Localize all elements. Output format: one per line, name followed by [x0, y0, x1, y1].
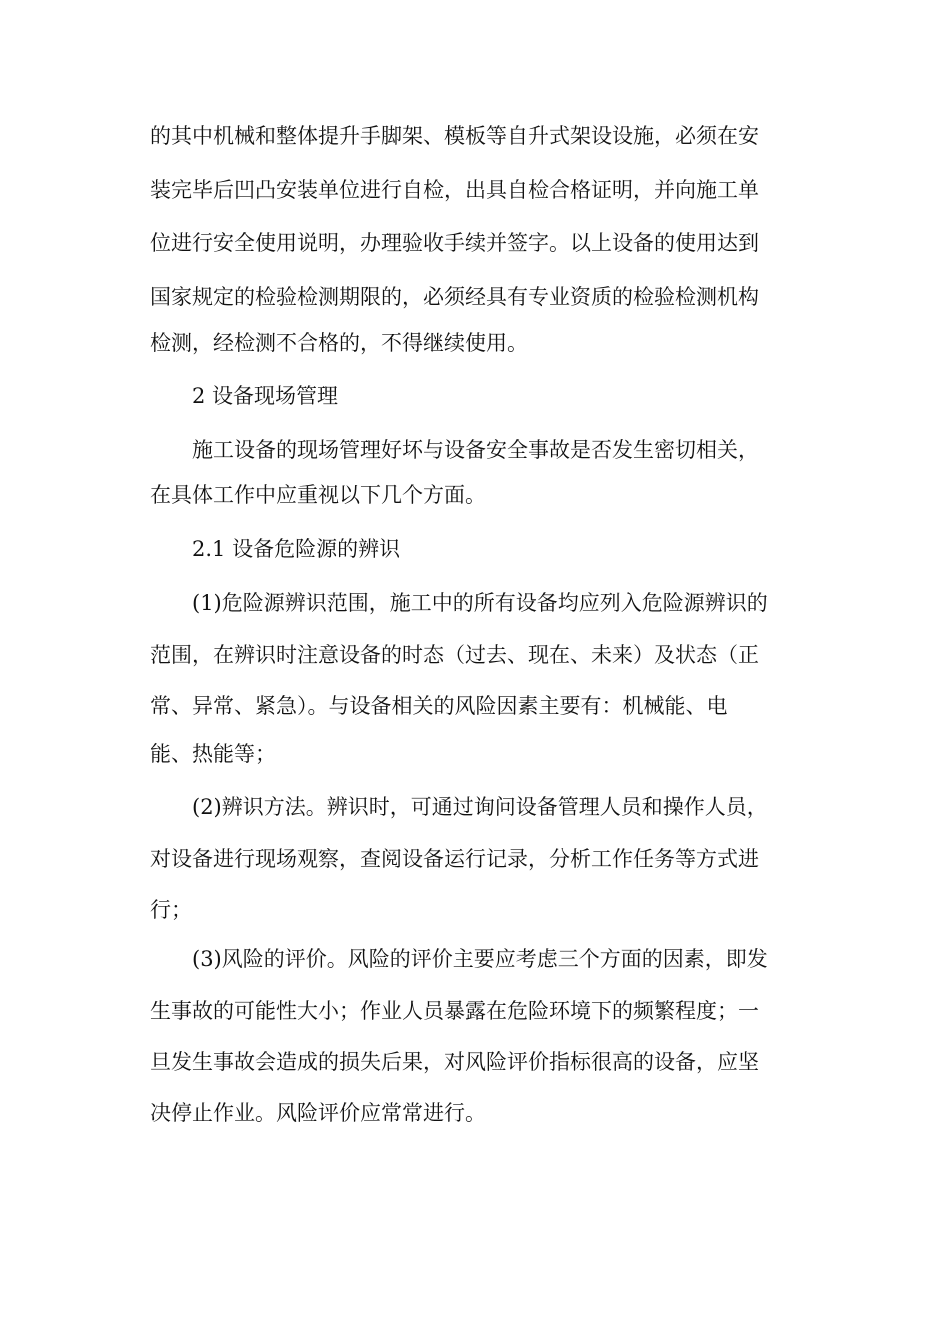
text-line-20: 决停止作业。风险评价应常常进行。 — [150, 1101, 486, 1125]
text-line-12: 常、异常、紧急）。与设备相关的风险因素主要有：机械能、电 — [150, 694, 728, 718]
text-line-11: 范围，在辨识时注意设备的时态（过去、现在、未来）及状态（正 — [150, 643, 759, 667]
text-line-18: 生事故的可能性大小；作业人员暴露在危险环境下的频繁程度；一 — [150, 999, 759, 1023]
text-line-13: 能、热能等； — [150, 742, 276, 766]
text-line-5: 检测，经检测不合格的，不得继续使用。 — [150, 331, 528, 355]
text-line-8: 在具体工作中应重视以下几个方面。 — [150, 483, 486, 507]
text-line-10: (1)危险源辨识范围，施工中的所有设备均应列入危险源辨识的 — [192, 591, 768, 615]
text-line-16: 行； — [150, 898, 192, 922]
text-line-7: 施工设备的现场管理好坏与设备安全事故是否发生密切相关， — [192, 438, 759, 462]
text-line-4: 国家规定的检验检测期限的，必须经具有专业资质的检验检测机构 — [150, 285, 759, 309]
text-line-1: 的其中机械和整体提升手脚架、模板等自升式架设设施，必须在安 — [150, 124, 759, 148]
text-line-15: 对设备进行现场观察，查阅设备运行记录，分析工作任务等方式进 — [150, 847, 759, 871]
text-line-17: (3)风险的评价。风险的评价主要应考虑三个方面的因素，即发 — [192, 947, 768, 971]
text-line-2: 装完毕后凹凸安装单位进行自检，出具自检合格证明，并向施工单 — [150, 178, 759, 202]
section-heading-2: 2 设备现场管理 — [192, 384, 339, 408]
text-line-19: 旦发生事故会造成的损失后果，对风险评价指标很高的设备，应坚 — [150, 1050, 759, 1074]
text-line-3: 位进行安全使用说明，办理验收手续并签字。以上设备的使用达到 — [150, 231, 759, 255]
section-heading-2-1: 2.1 设备危险源的辨识 — [192, 537, 401, 561]
text-line-14: (2)辨识方法。辨识时，可通过询问设备管理人员和操作人员， — [192, 795, 768, 819]
